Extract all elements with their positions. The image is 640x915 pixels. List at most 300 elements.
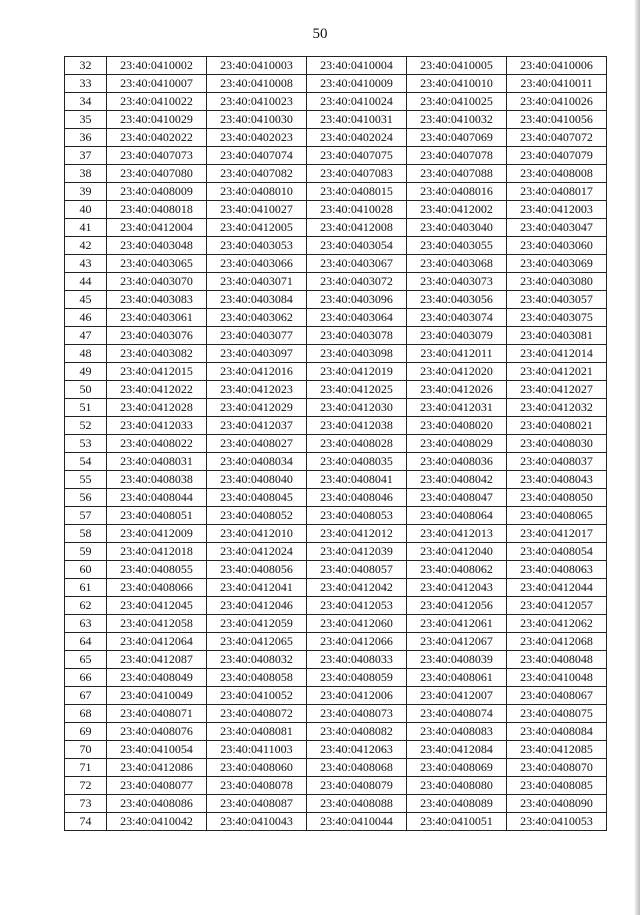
table-row: [65, 417, 607, 435]
cadastral-number-cell: 23:40:0408087: [207, 795, 307, 813]
cadastral-number-cell: 23:40:0403068: [407, 255, 507, 273]
table-row: [65, 741, 607, 759]
cadastral-number-cell: 23:40:0410049: [107, 687, 207, 705]
cadastral-number-cell: 23:40:0412086: [107, 759, 207, 777]
row-number: 66: [65, 669, 107, 687]
cadastral-number-cell: 23:40:0408058: [207, 669, 307, 687]
cadastral-number-cell: 23:40:0410027: [207, 201, 307, 219]
cadastral-number-cell: 23:40:0410002: [107, 57, 207, 75]
cadastral-number-cell: 23:40:0408089: [407, 795, 507, 813]
cadastral-number-cell: 23:40:0412037: [207, 417, 307, 435]
row-number: 38: [65, 165, 107, 183]
cadastral-number-cell: 23:40:0410056: [507, 111, 607, 129]
cadastral-number-cell: 23:40:0407074: [207, 147, 307, 165]
table-row: [65, 57, 607, 75]
cadastral-number-cell: 23:40:0411003: [207, 741, 307, 759]
cadastral-number-cell: 23:40:0408063: [507, 561, 607, 579]
cadastral-number-cell: 23:40:0403083: [107, 291, 207, 309]
row-number: 45: [65, 291, 107, 309]
row-number: 41: [65, 219, 107, 237]
row-number: 50: [65, 381, 107, 399]
page-number: 50: [312, 26, 328, 42]
cadastral-number-cell: 23:40:0403060: [507, 237, 607, 255]
cadastral-number-cell: 23:40:0403070: [107, 273, 207, 291]
table-row: [65, 381, 607, 399]
table-row: [65, 93, 607, 111]
cadastral-number-cell: 23:40:0403080: [507, 273, 607, 291]
cadastral-number-cell: 23:40:0403066: [207, 255, 307, 273]
row-number: 53: [65, 435, 107, 453]
scan-edge-shadow: [634, 0, 640, 915]
cadastral-number-cell: 23:40:0410032: [407, 111, 507, 129]
cadastral-number-cell: 23:40:0412085: [507, 741, 607, 759]
cadastral-number-cell: 23:40:0408056: [207, 561, 307, 579]
row-number: 56: [65, 489, 107, 507]
table-row: [65, 327, 607, 345]
cadastral-number-cell: 23:40:0408085: [507, 777, 607, 795]
cadastral-number-cell: 23:40:0412015: [107, 363, 207, 381]
row-number: 46: [65, 309, 107, 327]
cadastral-number-cell: 23:40:0408034: [207, 453, 307, 471]
row-number: 52: [65, 417, 107, 435]
table-row: [65, 129, 607, 147]
cadastral-number-cell: 23:40:0408042: [407, 471, 507, 489]
cadastral-number-cell: 23:40:0408053: [307, 507, 407, 525]
cadastral-number-cell: 23:40:0408021: [507, 417, 607, 435]
row-number: 44: [65, 273, 107, 291]
cadastral-number-cell: 23:40:0402023: [207, 129, 307, 147]
table-row: [65, 489, 607, 507]
row-number: 35: [65, 111, 107, 129]
cadastral-number-cell: 23:40:0408054: [507, 543, 607, 561]
cadastral-number-cell: 23:40:0408015: [307, 183, 407, 201]
table-row: [65, 579, 607, 597]
cadastral-number-cell: 23:40:0403096: [307, 291, 407, 309]
cadastral-number-cell: 23:40:0412061: [407, 615, 507, 633]
cadastral-number-cell: 23:40:0412016: [207, 363, 307, 381]
cadastral-number-cell: 23:40:0410010: [407, 75, 507, 93]
cadastral-number-cell: 23:40:0410053: [507, 813, 607, 831]
cadastral-number-cell: 23:40:0412053: [307, 597, 407, 615]
cadastral-number-cell: 23:40:0408073: [307, 705, 407, 723]
cadastral-number-cell: 23:40:0408010: [207, 183, 307, 201]
table-row: [65, 165, 607, 183]
cadastral-number-cell: 23:40:0410003: [207, 57, 307, 75]
row-number: 51: [65, 399, 107, 417]
cadastral-number-cell: 23:40:0408039: [407, 651, 507, 669]
cadastral-number-cell: 23:40:0408064: [407, 507, 507, 525]
cadastral-number-cell: 23:40:0408028: [307, 435, 407, 453]
cadastral-number-cell: 23:40:0410011: [507, 75, 607, 93]
cadastral-number-cell: 23:40:0412027: [507, 381, 607, 399]
cadastral-number-cell: 23:40:0410026: [507, 93, 607, 111]
cadastral-number-cell: 23:40:0412067: [407, 633, 507, 651]
row-number: 68: [65, 705, 107, 723]
cadastral-number-cell: 23:40:0403047: [507, 219, 607, 237]
cadastral-number-cell: 23:40:0410023: [207, 93, 307, 111]
cadastral-number-cell: 23:40:0403074: [407, 309, 507, 327]
cadastral-number-cell: 23:40:0412045: [107, 597, 207, 615]
row-number: 59: [65, 543, 107, 561]
cadastral-number-cell: 23:40:0408008: [507, 165, 607, 183]
cadastral-number-cell: 23:40:0412060: [307, 615, 407, 633]
cadastral-number-cell: 23:40:0408059: [307, 669, 407, 687]
cadastral-number-cell: 23:40:0412056: [407, 597, 507, 615]
row-number: 34: [65, 93, 107, 111]
cadastral-number-cell: 23:40:0408065: [507, 507, 607, 525]
cadastral-number-cell: 23:40:0403082: [107, 345, 207, 363]
cadastral-number-cell: 23:40:0408029: [407, 435, 507, 453]
cadastral-number-cell: 23:40:0410025: [407, 93, 507, 111]
cadastral-number-cell: 23:40:0408037: [507, 453, 607, 471]
row-number: 48: [65, 345, 107, 363]
cadastral-number-cell: 23:40:0410007: [107, 75, 207, 93]
cadastral-number-cell: 23:40:0408066: [107, 579, 207, 597]
cadastral-number-cell: 23:40:0403076: [107, 327, 207, 345]
cadastral-number-cell: 23:40:0412031: [407, 399, 507, 417]
cadastral-number-cell: 23:40:0408078: [207, 777, 307, 795]
cadastral-number-cell: 23:40:0403078: [307, 327, 407, 345]
cadastral-number-cell: 23:40:0412024: [207, 543, 307, 561]
cadastral-number-cell: 23:40:0408055: [107, 561, 207, 579]
cadastral-number-cell: 23:40:0412030: [307, 399, 407, 417]
cadastral-number-cell: 23:40:0408040: [207, 471, 307, 489]
table-row: [65, 597, 607, 615]
cadastral-number-cell: 23:40:0403075: [507, 309, 607, 327]
cadastral-number-cell: 23:40:0408027: [207, 435, 307, 453]
table-row: [65, 759, 607, 777]
cadastral-number-cell: 23:40:0408067: [507, 687, 607, 705]
row-number: 72: [65, 777, 107, 795]
cadastral-number-cell: 23:40:0412008: [307, 219, 407, 237]
cadastral-number-cell: 23:40:0408048: [507, 651, 607, 669]
cadastral-number-cell: 23:40:0410052: [207, 687, 307, 705]
row-number: 57: [65, 507, 107, 525]
row-number: 62: [65, 597, 107, 615]
cadastral-number-cell: 23:40:0403079: [407, 327, 507, 345]
row-number: 73: [65, 795, 107, 813]
cadastral-number-cell: 23:40:0403054: [307, 237, 407, 255]
row-number: 42: [65, 237, 107, 255]
row-number: 65: [65, 651, 107, 669]
row-number: 58: [65, 525, 107, 543]
cadastral-number-cell: 23:40:0410054: [107, 741, 207, 759]
table-row: [65, 687, 607, 705]
cadastral-number-cell: 23:40:0408038: [107, 471, 207, 489]
cadastral-number-cell: 23:40:0407072: [507, 129, 607, 147]
row-number: 70: [65, 741, 107, 759]
cadastral-number-cell: 23:40:0412006: [307, 687, 407, 705]
cadastral-number-cell: 23:40:0408020: [407, 417, 507, 435]
table-row: [65, 183, 607, 201]
cadastral-number-cell: 23:40:0410051: [407, 813, 507, 831]
table-row: [65, 507, 607, 525]
cadastral-number-cell: 23:40:0412020: [407, 363, 507, 381]
row-number: 33: [65, 75, 107, 93]
cadastral-number-cell: 23:40:0408061: [407, 669, 507, 687]
cadastral-number-cell: 23:40:0412018: [107, 543, 207, 561]
cadastral-number-cell: 23:40:0412023: [207, 381, 307, 399]
cadastral-number-cell: 23:40:0412009: [107, 525, 207, 543]
table-row: [65, 543, 607, 561]
table-row: [65, 273, 607, 291]
cadastral-number-cell: 23:40:0412043: [407, 579, 507, 597]
cadastral-number-cell: 23:40:0407082: [207, 165, 307, 183]
table-row: [65, 363, 607, 381]
table-row: [65, 147, 607, 165]
cadastral-number-cell: 23:40:0410043: [207, 813, 307, 831]
cadastral-number-cell: 23:40:0408086: [107, 795, 207, 813]
table-row: [65, 777, 607, 795]
cadastral-number-cell: 23:40:0403064: [307, 309, 407, 327]
cadastral-number-cell: 23:40:0403073: [407, 273, 507, 291]
cadastral-number-cell: 23:40:0410044: [307, 813, 407, 831]
cadastral-number-cell: 23:40:0412087: [107, 651, 207, 669]
cadastral-number-cell: 23:40:0408035: [307, 453, 407, 471]
cadastral-number-cell: 23:40:0407083: [307, 165, 407, 183]
cadastral-number-cell: 23:40:0412033: [107, 417, 207, 435]
cadastral-number-cell: 23:40:0412068: [507, 633, 607, 651]
cadastral-number-cell: 23:40:0408075: [507, 705, 607, 723]
row-number: 32: [65, 57, 107, 75]
cadastral-number-cell: 23:40:0408051: [107, 507, 207, 525]
cadastral-number-cell: 23:40:0408083: [407, 723, 507, 741]
cadastral-number-cell: 23:40:0412039: [307, 543, 407, 561]
table-row: [65, 255, 607, 273]
row-number: 60: [65, 561, 107, 579]
cadastral-number-cell: 23:40:0403081: [507, 327, 607, 345]
cadastral-number-cell: 23:40:0412066: [307, 633, 407, 651]
cadastral-number-cell: 23:40:0410028: [307, 201, 407, 219]
row-number: 49: [65, 363, 107, 381]
cadastral-number-cell: 23:40:0410009: [307, 75, 407, 93]
cadastral-number-cell: 23:40:0403065: [107, 255, 207, 273]
cadastral-number-cell: 23:40:0410029: [107, 111, 207, 129]
table-row: [65, 723, 607, 741]
cadastral-number-cell: 23:40:0408043: [507, 471, 607, 489]
row-number: 71: [65, 759, 107, 777]
cadastral-number-cell: 23:40:0403098: [307, 345, 407, 363]
cadastral-number-cell: 23:40:0412011: [407, 345, 507, 363]
row-number: 54: [65, 453, 107, 471]
cadastral-number-cell: 23:40:0408069: [407, 759, 507, 777]
table-body: [65, 57, 607, 831]
row-number: 55: [65, 471, 107, 489]
cadastral-number-cell: 23:40:0403069: [507, 255, 607, 273]
table-row: [65, 309, 607, 327]
row-number: 40: [65, 201, 107, 219]
cadastral-number-cell: 23:40:0403056: [407, 291, 507, 309]
cadastral-number-cell: 23:40:0407078: [407, 147, 507, 165]
cadastral-number-cell: 23:40:0410031: [307, 111, 407, 129]
cadastral-number-cell: 23:40:0408016: [407, 183, 507, 201]
table-row: [65, 291, 607, 309]
cadastral-number-cell: 23:40:0412063: [307, 741, 407, 759]
cadastral-number-cell: 23:40:0412062: [507, 615, 607, 633]
table-row: [65, 111, 607, 129]
row-number: 37: [65, 147, 107, 165]
cadastral-number-cell: 23:40:0408031: [107, 453, 207, 471]
table-row: [65, 813, 607, 831]
table-row: [65, 561, 607, 579]
table-row: [65, 201, 607, 219]
cadastral-number-cell: 23:40:0403057: [507, 291, 607, 309]
cadastral-numbers-table: [64, 56, 607, 831]
cadastral-number-cell: 23:40:0403067: [307, 255, 407, 273]
cadastral-number-cell: 23:40:0408084: [507, 723, 607, 741]
row-number: 61: [65, 579, 107, 597]
cadastral-number-cell: 23:40:0408077: [107, 777, 207, 795]
cadastral-number-cell: 23:40:0408049: [107, 669, 207, 687]
cadastral-number-cell: 23:40:0403048: [107, 237, 207, 255]
cadastral-number-cell: 23:40:0408041: [307, 471, 407, 489]
cadastral-number-cell: 23:40:0408072: [207, 705, 307, 723]
cadastral-number-cell: 23:40:0412044: [507, 579, 607, 597]
cadastral-number-cell: 23:40:0410004: [307, 57, 407, 75]
table-row: [65, 705, 607, 723]
cadastral-number-cell: 23:40:0412010: [207, 525, 307, 543]
cadastral-number-cell: 23:40:0407088: [407, 165, 507, 183]
cadastral-number-cell: 23:40:0403071: [207, 273, 307, 291]
cadastral-number-cell: 23:40:0403077: [207, 327, 307, 345]
cadastral-number-cell: 23:40:0407075: [307, 147, 407, 165]
table-row: [65, 345, 607, 363]
cadastral-number-cell: 23:40:0408071: [107, 705, 207, 723]
table-row: [65, 669, 607, 687]
cadastral-number-cell: 23:40:0408070: [507, 759, 607, 777]
cadastral-number-cell: 23:40:0412014: [507, 345, 607, 363]
table-row: [65, 471, 607, 489]
cadastral-number-cell: 23:40:0412042: [307, 579, 407, 597]
cadastral-number-cell: 23:40:0408022: [107, 435, 207, 453]
row-number: 64: [65, 633, 107, 651]
cadastral-number-cell: 23:40:0403055: [407, 237, 507, 255]
cadastral-number-cell: 23:40:0412012: [307, 525, 407, 543]
cadastral-number-cell: 23:40:0403053: [207, 237, 307, 255]
cadastral-number-cell: 23:40:0408090: [507, 795, 607, 813]
cadastral-number-cell: 23:40:0403040: [407, 219, 507, 237]
cadastral-number-cell: 23:40:0408047: [407, 489, 507, 507]
cadastral-number-cell: 23:40:0410008: [207, 75, 307, 93]
table-row: [65, 219, 607, 237]
table-row: [65, 633, 607, 651]
cadastral-number-cell: 23:40:0412041: [207, 579, 307, 597]
cadastral-number-cell: 23:40:0412019: [307, 363, 407, 381]
row-number: 67: [65, 687, 107, 705]
table-row: [65, 453, 607, 471]
cadastral-number-cell: 23:40:0412021: [507, 363, 607, 381]
cadastral-number-cell: 23:40:0403097: [207, 345, 307, 363]
cadastral-number-cell: 23:40:0412003: [507, 201, 607, 219]
cadastral-number-cell: 23:40:0412040: [407, 543, 507, 561]
cadastral-number-cell: 23:40:0408074: [407, 705, 507, 723]
table-row: [65, 525, 607, 543]
row-number: 74: [65, 813, 107, 831]
row-number: 47: [65, 327, 107, 345]
cadastral-number-cell: 23:40:0408062: [407, 561, 507, 579]
cadastral-number-cell: 23:40:0412022: [107, 381, 207, 399]
cadastral-number-cell: 23:40:0403084: [207, 291, 307, 309]
cadastral-number-cell: 23:40:0412025: [307, 381, 407, 399]
cadastral-number-cell: 23:40:0412065: [207, 633, 307, 651]
cadastral-number-cell: 23:40:0412004: [107, 219, 207, 237]
cadastral-number-cell: 23:40:0408079: [307, 777, 407, 795]
cadastral-number-cell: 23:40:0408033: [307, 651, 407, 669]
cadastral-number-cell: 23:40:0408045: [207, 489, 307, 507]
cadastral-number-cell: 23:40:0408082: [307, 723, 407, 741]
cadastral-number-cell: 23:40:0412026: [407, 381, 507, 399]
cadastral-number-cell: 23:40:0408088: [307, 795, 407, 813]
cadastral-number-cell: 23:40:0408050: [507, 489, 607, 507]
row-number: 43: [65, 255, 107, 273]
cadastral-number-cell: 23:40:0410006: [507, 57, 607, 75]
cadastral-number-cell: 23:40:0408018: [107, 201, 207, 219]
cadastral-number-cell: 23:40:0402022: [107, 129, 207, 147]
row-number: 39: [65, 183, 107, 201]
cadastral-number-cell: 23:40:0407079: [507, 147, 607, 165]
table-row: [65, 237, 607, 255]
cadastral-number-cell: 23:40:0412028: [107, 399, 207, 417]
cadastral-number-cell: 23:40:0407073: [107, 147, 207, 165]
cadastral-number-cell: 23:40:0412002: [407, 201, 507, 219]
cadastral-number-cell: 23:40:0410048: [507, 669, 607, 687]
cadastral-number-cell: 23:40:0408046: [307, 489, 407, 507]
cadastral-number-cell: 23:40:0410042: [107, 813, 207, 831]
cadastral-number-cell: 23:40:0408009: [107, 183, 207, 201]
row-number: 69: [65, 723, 107, 741]
cadastral-number-cell: 23:40:0408057: [307, 561, 407, 579]
cadastral-number-cell: 23:40:0407069: [407, 129, 507, 147]
cadastral-number-cell: 23:40:0412005: [207, 219, 307, 237]
table-row: [65, 615, 607, 633]
cadastral-number-cell: 23:40:0412059: [207, 615, 307, 633]
table-row: [65, 435, 607, 453]
row-number: 36: [65, 129, 107, 147]
cadastral-number-cell: 23:40:0412046: [207, 597, 307, 615]
cadastral-number-cell: 23:40:0408080: [407, 777, 507, 795]
cadastral-number-cell: 23:40:0412064: [107, 633, 207, 651]
cadastral-number-cell: 23:40:0410030: [207, 111, 307, 129]
cadastral-number-cell: 23:40:0403072: [307, 273, 407, 291]
cadastral-number-cell: 23:40:0408036: [407, 453, 507, 471]
cadastral-number-cell: 23:40:0412038: [307, 417, 407, 435]
table-row: [65, 399, 607, 417]
cadastral-number-cell: 23:40:0408032: [207, 651, 307, 669]
cadastral-number-cell: 23:40:0410022: [107, 93, 207, 111]
cadastral-number-cell: 23:40:0412017: [507, 525, 607, 543]
cadastral-number-cell: 23:40:0412032: [507, 399, 607, 417]
cadastral-number-cell: 23:40:0412029: [207, 399, 307, 417]
row-number: 63: [65, 615, 107, 633]
table-row: [65, 795, 607, 813]
cadastral-number-cell: 23:40:0408030: [507, 435, 607, 453]
cadastral-number-cell: 23:40:0408068: [307, 759, 407, 777]
cadastral-number-cell: 23:40:0407080: [107, 165, 207, 183]
cadastral-number-cell: 23:40:0403061: [107, 309, 207, 327]
cadastral-number-cell: 23:40:0412057: [507, 597, 607, 615]
cadastral-number-cell: 23:40:0412013: [407, 525, 507, 543]
cadastral-number-cell: 23:40:0412058: [107, 615, 207, 633]
cadastral-number-cell: 23:40:0402024: [307, 129, 407, 147]
cadastral-number-cell: 23:40:0408017: [507, 183, 607, 201]
cadastral-number-cell: 23:40:0408052: [207, 507, 307, 525]
cadastral-number-cell: 23:40:0403062: [207, 309, 307, 327]
cadastral-number-cell: 23:40:0410005: [407, 57, 507, 75]
cadastral-number-cell: 23:40:0408060: [207, 759, 307, 777]
cadastral-number-cell: 23:40:0410024: [307, 93, 407, 111]
cadastral-number-cell: 23:40:0412007: [407, 687, 507, 705]
table-row: [65, 75, 607, 93]
